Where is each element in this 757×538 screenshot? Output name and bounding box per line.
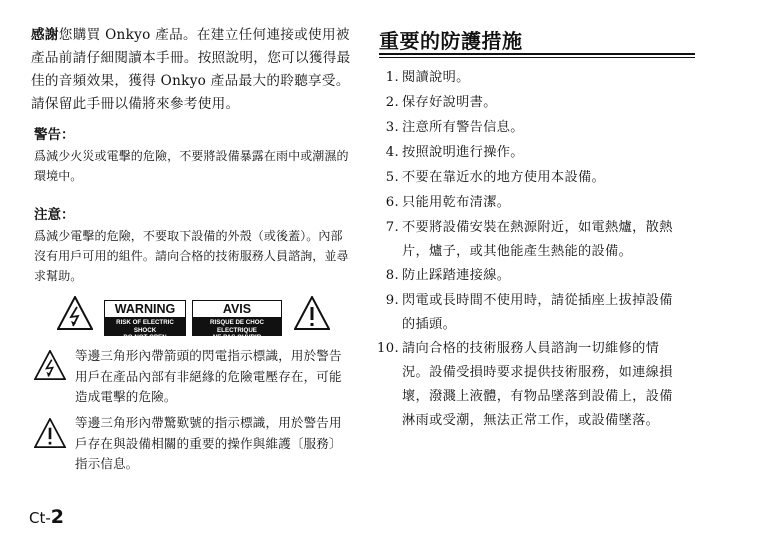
safeguard-item-number: 7. xyxy=(385,220,399,235)
intro-text: 您購買 Onkyo 產品。在建立任何連接或使用被產品前請仔細閱讀本手冊。按照說明，您可以獲得最佳的音頻效果，獲得 Onkyo 產品最大的聆聽享受。請保留此手冊以備將來參考使用。 xyxy=(31,27,351,112)
safeguard-item-text: 不要在靠近水的地方使用本設備。 xyxy=(402,170,606,185)
page-number-prefix: Ct- xyxy=(29,509,51,527)
caution-heading: 注意： xyxy=(34,207,75,223)
exclamation-triangle-small-icon xyxy=(34,418,66,448)
safeguard-item-number: 3. xyxy=(385,120,399,135)
page-number-value: 2 xyxy=(50,506,65,528)
warning-label-title: WARNING xyxy=(105,301,185,318)
intro-lead: 感謝 xyxy=(31,27,59,43)
safeguard-item-number: 10. xyxy=(376,341,399,356)
safeguard-item-number: 6. xyxy=(385,195,399,210)
safeguard-item-text: 不要將設備安裝在熱源附近，如電熱爐，散熱片，爐子，或其他能產生熱能的設備。 xyxy=(402,220,673,259)
safeguard-item-text: 保存好說明書。 xyxy=(402,95,497,110)
safeguard-item-text: 閃電或長時間不使用時，請從插座上拔掉設備的插頭。 xyxy=(402,293,673,332)
avis-label-title: AVIS xyxy=(193,301,281,318)
avis-label xyxy=(192,300,282,341)
warning-body: 爲減少火災或電擊的危險，不要將設備暴露在雨中或潮濕的環境中。 xyxy=(34,149,349,183)
safeguard-item-text: 注意所有警告信息。 xyxy=(402,120,524,135)
warning-label-subtitle: RISK OF ELECTRIC SHOCK DO NOT OPEN xyxy=(105,318,185,335)
title-rule-thin xyxy=(379,57,695,58)
lightning-triangle-icon xyxy=(57,296,93,330)
page-title: 重要的防護措施 xyxy=(379,29,523,53)
lightning-symbol-description: 等邊三角形內帶箭頭的閃電指示標識，用於警告用戶在產品內部有非絕緣的危險電壓存在，可能造成電擊的危險。 xyxy=(75,348,342,404)
safeguard-item-number: 4. xyxy=(385,145,399,160)
warning-label xyxy=(104,300,186,341)
safeguard-item-text: 請向合格的技術服務人員諮詢一切維修的情況。設備受損時要求提供技術服務，如連線損壞，潑濺上液體，有物品墜落到設備上，設備淋雨或受潮，無法正常工作，或設備墜落。 xyxy=(402,341,673,428)
safeguard-item-text: 只能用乾布清潔。 xyxy=(402,195,511,210)
intro-paragraph xyxy=(31,24,351,116)
safeguard-item-text: 閱讀說明。 xyxy=(402,70,470,85)
exclamation-symbol-description: 等邊三角形內帶驚歎號的指示標識，用於警告用戶存在與設備相關的重要的操作與維護〔服務〕指示信息。 xyxy=(75,415,342,471)
caution-body: 爲減少電擊的危險，不要取下設備的外殼（或後蓋）。內部沒有用戶可用的組件。請向合格的技術服務人員諮詢，並尋求幫助。 xyxy=(34,229,349,283)
lightning-triangle-small-icon xyxy=(34,350,66,380)
safeguard-item-number: 5. xyxy=(385,170,399,185)
title-rule xyxy=(379,53,695,55)
safeguard-item-text: 按照說明進行操作。 xyxy=(402,145,524,160)
exclamation-triangle-icon xyxy=(294,296,330,330)
safeguard-item-number: 2. xyxy=(385,95,399,110)
safeguard-item-text: 防止踩踏連接線。 xyxy=(402,268,511,283)
warning-heading: 警告： xyxy=(34,127,75,143)
page-number xyxy=(29,506,64,528)
avis-label-subtitle: RISQUE DE CHOC ELECTRIQUE NE PAS OUVRIR xyxy=(193,318,281,335)
safeguard-item-number: 8. xyxy=(385,268,399,283)
safeguard-item-number: 1. xyxy=(385,70,399,85)
safeguard-item-number: 9. xyxy=(385,293,399,308)
